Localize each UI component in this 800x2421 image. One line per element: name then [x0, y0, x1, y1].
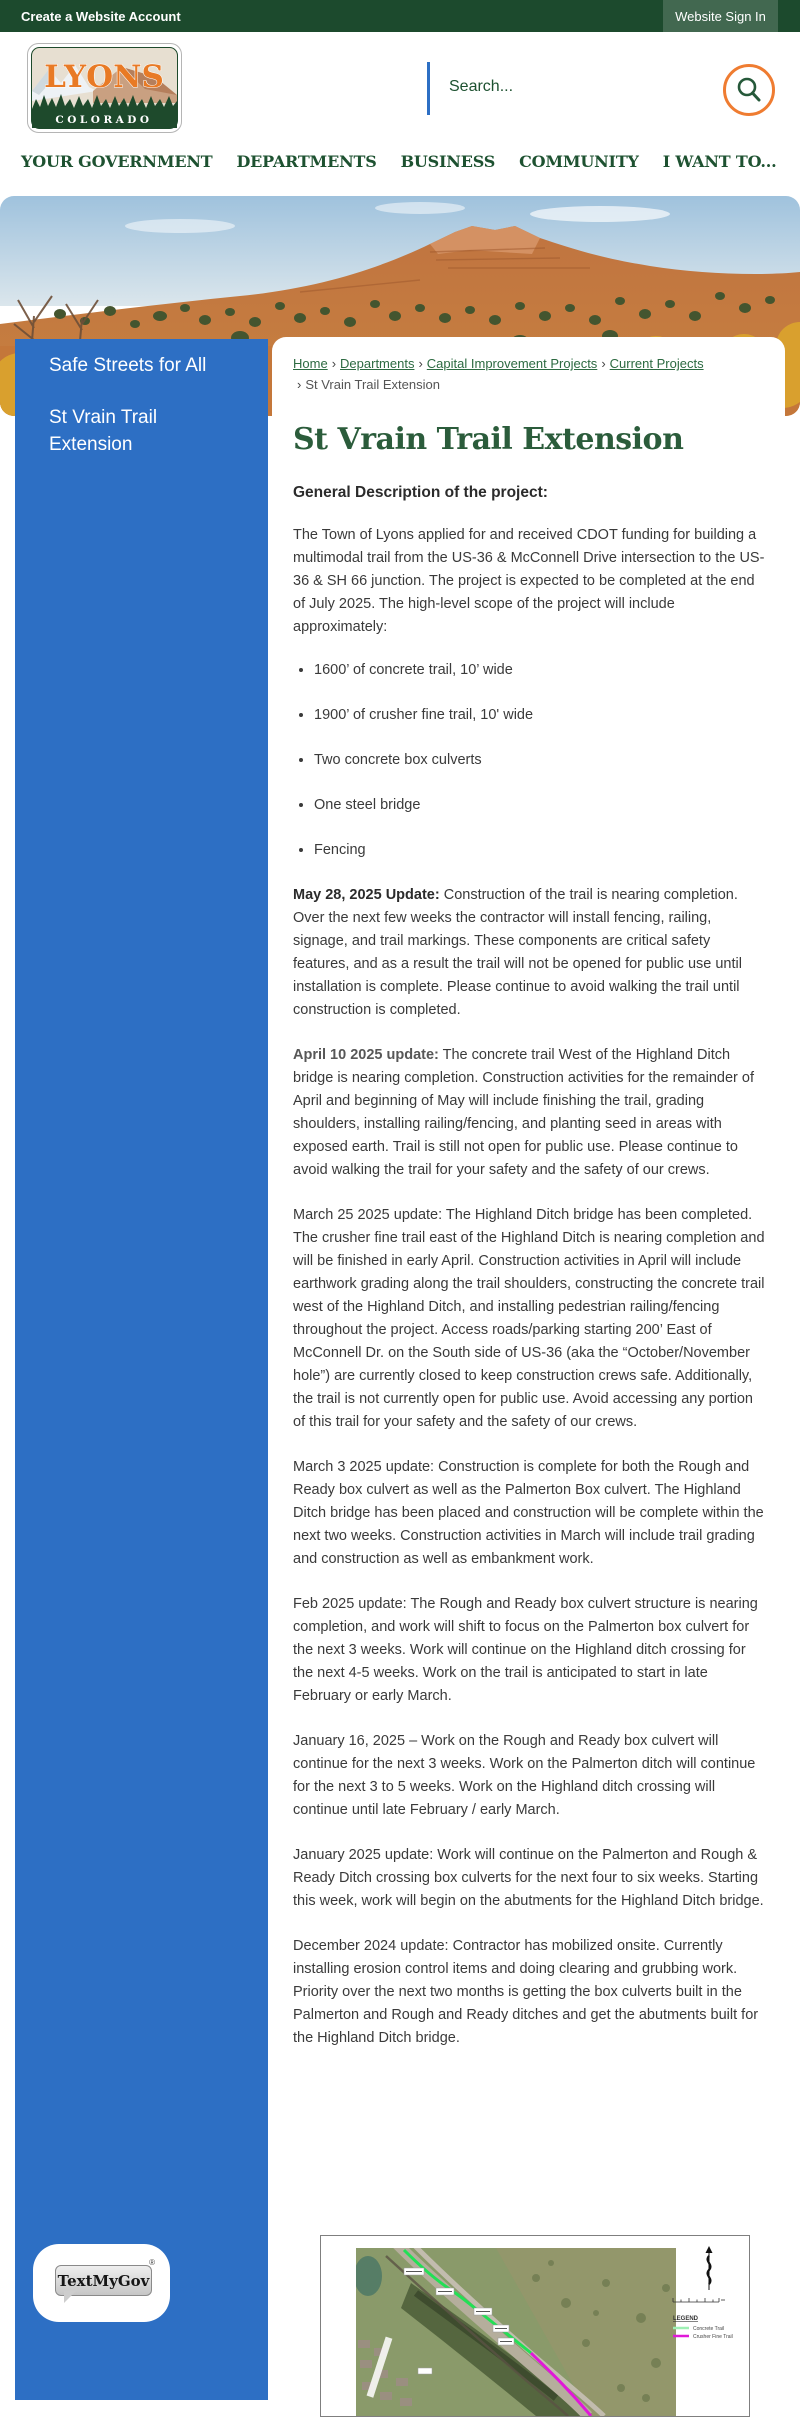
left-sidebar	[15, 339, 268, 2400]
update-text: Construction of the trail is nearing completion. Over the next few weeks the contractor will install fencing, railing, signage, and trail markings. These components are critical safety features, and as a result the trail will not be opened for public use until installation is complete. Please continue to avoid walking the trail until construction is completed.	[293, 887, 742, 1018]
main-navigation	[21, 152, 776, 171]
content-area	[272, 337, 785, 2400]
nav-business[interactable]: BUSINESS	[400, 152, 496, 171]
breadcrumb-current-projects[interactable]: Current Projects	[609, 356, 704, 371]
update-text: The concrete trail West of the Highland Ditch bridge is nearing completion. Construction activities for the remainder of April and beginning of May will include finishing the trail, grading shoulders, installing railing/fencing, and planting seed in areas with exposed earth. Trail is still not open for public use. Please continue to avoid walking the trail for your safety and the safety of our crews.	[293, 1047, 755, 1178]
project-description: The Town of Lyons applied for and received CDOT funding for building a multimodal trail from the US-36 & McConnell Drive intersection to the US-36 & SH 66 junction. The project is expected to be completed at the end of July 2025. The high-level scope of the project will include approximately:	[293, 527, 765, 635]
update-date-lead: April 10 2025 update:	[293, 1047, 439, 1063]
update-january-16-2025: January 16, 2025 – Work on the Rough and Ready box culvert will continue for the next 3 weeks. Work on the Palmerton ditch will continue for the next 3 to 5 weeks. Work on the Highland ditch crossing will continue until late February / early March.	[293, 1733, 756, 1818]
project-map	[321, 2236, 749, 2416]
svg-text:LYONS: LYONS	[44, 59, 164, 95]
textmygov-bubble-icon: TextMyGov	[55, 2265, 152, 2296]
list-item: • 1600’ of concrete trail, 10’ wide	[314, 659, 774, 682]
project-scope-list	[293, 659, 774, 862]
sidebar-item-safe-streets[interactable]: Safe Streets for All	[49, 355, 207, 376]
svg-text:COLORADO: COLORADO	[55, 114, 153, 126]
update-january-2025: January 2025 update: Work will continue on the Palmerton and Rough & Ready Ditch crossing box culverts for the next four to six weeks. Starting this week, work will begin on the abutments for the Highland Ditch bridge.	[293, 1847, 764, 1909]
sign-in-button[interactable]: Website Sign In	[663, 0, 778, 32]
legend-crusher-fine-trail: Crusher Fine Trail	[693, 2334, 733, 2340]
breadcrumb-capital-improvement[interactable]: Capital Improvement Projects	[426, 356, 598, 371]
update-december-2024: December 2024 update: Contractor has mobilized onsite. Currently installing erosion control items and doing clearing and grubbing work. Priority over the next two months is getting the box culverts built in the Palmerton and Rough and Ready ditches and get the abutments built for the Highland Ditch bridge.	[293, 1938, 759, 2046]
update-march-25-2025: March 25 2025 update: The Highland Ditch bridge has been completed. The crusher fine trail east of the Highland Ditch is nearing completion and will be finished in early April. Construction activities in April will include earthwork grading along the trail shoulders, constructing the concrete trail west of the Highland Ditch, and installing pedestrian railing/fencing throughout the project. Access roads/parking starting 200’ East of McConnell Dr. on the South side of US-36 (aka the “October/November hole”) are currently closed to keep construction crews safe. Additionally, the trail is not currently open for public use. Avoid accessing any portion of this trail for your safety and the safety of our crews.	[293, 1207, 765, 1430]
list-item: • Fencing	[314, 839, 774, 862]
breadcrumb	[293, 353, 765, 395]
breadcrumb-separator: ›	[601, 356, 606, 371]
legend-concrete-trail: Concrete Trail	[693, 2326, 725, 2332]
list-item: • Two concrete box culverts	[314, 749, 774, 772]
site-search	[427, 62, 777, 120]
breadcrumb-separator: ›	[331, 356, 337, 371]
update-date-lead: May 28, 2025 Update:	[293, 887, 440, 903]
map-legend-title: LEGEND	[673, 2316, 699, 2322]
breadcrumb-separator: ›	[297, 377, 302, 392]
sidebar-item-st-vrain-trail[interactable]: St Vrain Trail Extension	[49, 407, 158, 455]
registered-trademark-mark: ®	[149, 2258, 155, 2267]
update-feb-2025: Feb 2025 update: The Rough and Ready box culvert structure is nearing completion, and work will shift to focus on the Palmerton box culvert for the next 3 weeks. Work will continue on the Highland ditch crossing for the next 4-5 weeks. Work on the trail is anticipated to start in late February or early March.	[293, 1596, 758, 1704]
section-heading: General Description of the project:	[293, 484, 548, 501]
search-divider	[427, 62, 430, 115]
nav-your-government[interactable]: YOUR GOVERNMENT	[21, 152, 213, 171]
search-icon	[734, 75, 764, 105]
create-account-link[interactable]: Create a Website Account	[21, 8, 181, 24]
project-map-image[interactable]	[320, 2235, 750, 2417]
update-april-10-2025	[293, 1044, 766, 1182]
north-arrow-icon	[706, 2246, 713, 2290]
breadcrumb-current-page: St Vrain Trail Extension	[305, 377, 440, 392]
update-may-28-2025	[293, 884, 766, 1022]
breadcrumb-separator: ›	[418, 356, 423, 371]
textmygov-widget[interactable]	[33, 2244, 170, 2322]
nav-community[interactable]: COMMUNITY	[519, 152, 639, 171]
nav-i-want-to[interactable]: I WANT TO...	[662, 152, 777, 171]
nav-departments[interactable]: DEPARTMENTS	[236, 152, 377, 171]
breadcrumb-home[interactable]: Home	[293, 356, 328, 371]
page-title: St Vrain Trail Extension	[293, 422, 684, 457]
map-legend	[673, 2316, 733, 2340]
breadcrumb-departments[interactable]: Departments	[340, 356, 415, 371]
lyons-logo[interactable]	[27, 43, 182, 133]
search-button[interactable]	[723, 64, 775, 116]
list-item: • One steel bridge	[314, 794, 774, 817]
top-utility-bar	[0, 0, 800, 32]
list-item: • 1900’ of crusher fine trail, 10' wide	[314, 704, 774, 727]
lyons-logo-image	[27, 43, 182, 133]
search-input[interactable]	[447, 77, 681, 97]
update-march-3-2025: March 3 2025 update: Construction is complete for both the Rough and Ready box culvert as well as the Palmerton Box culvert. The Highland Ditch bridge has been placed and construction will be complete within the next two weeks. Construction activities in March will include trail grading and construction as well as embankment work.	[293, 1459, 764, 1567]
map-scale-bar	[673, 2298, 725, 2302]
